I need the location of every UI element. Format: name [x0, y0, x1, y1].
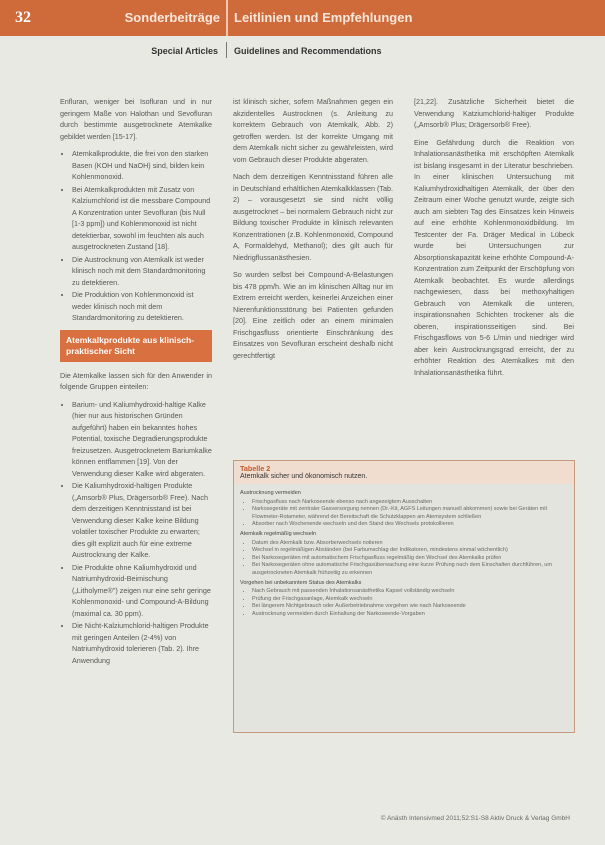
list-item: • Bei Narkosegeräten mit automatischem Frischgasfluss regelmäßig den Wechsel des Atemkalks prüfen: [252, 555, 568, 563]
list-item: • Absorber nach Wochenende wechseln und den Stand des Wechsels protokollieren: [252, 521, 568, 529]
bullet-list: [240, 540, 568, 578]
paragraph: Die Atemkalke lassen sich für den Anwender in folgende Gruppen einteilen:: [60, 370, 212, 391]
section-title-left: Sonderbeiträge: [124, 10, 220, 25]
table-header: [234, 461, 574, 484]
header-divider: [226, 0, 228, 36]
list-item: • Barium- und Kaliumhydroxid-haltige Kalke (hier nur aus historischen Gründen aufgeführt) haben ein bekanntes hohes Potential, toxische Degradierungsprodukte freizusetzen. Ausgetrocknetem Bariumkalke können entflammen [19]. Von der Verwendung dieser Kalke wird abgeraten.: [72, 399, 212, 480]
list-item: • Narkosegeräte mit zentraler Gasversorgung nennen (Dr.-Kit, AGFS Leitungen manuell abkommen) sowie bei Geräten mit Flowmeter-Rotameter, während der Bereitschaft die Schutzklappen am Atemsystem schließen: [252, 506, 568, 521]
subheader-right: Guidelines and Recommendations: [234, 46, 382, 56]
paragraph: Eine Gefährdung durch die Reaktion von Inhalationsanästhetika mit erschöpften Atemkalk ist bislang insgesamt in der Literatur beschrieben. In einer klinischen Untersuchung mit Kaliumhydroxidhaltigen Atemkalk, der über den Zeitraum einer Woche genutzt wurde, zeigte sich auch am siebten Tag des Einsatzes kein Hinweis auf eine erhöhte Kohlenmonoxidbildung. Im Testcenter der Fa. Dräger Medical in Lübeck wurde bei Untersuchungen zur Absorptionskapazität keine erhöhte Compound-A-Konzentration zum Zeitpunkt der Erschöpfung von Atemkalk beobachtet. Es wurde allerdings nachgewiesen, dass bei methoxyhaltigen Gebrauch von Atemkalk die unteren, inspirationsnahen Schichten trockener als die oberen, inspirationsseitigen sind. Bei Frischgasflows von 5-6 L/min und niedriger wird aber kein Austrocknungsgrad erreicht, der zu erhöhter Reaktion des Atemkalkes mit den Inhalationsanästhetika führt.: [414, 137, 574, 377]
list-item: • Bei längerem Nichtgebrauch oder Außerbetriebnahme vorgehen wie nach Narkoseende: [252, 603, 568, 611]
list-item: • Bei Atemkalkprodukten mit Zusatz von Kalziumchlorid ist die messbare Compound A Konzentration unter Sevofluran (bis Null [1-3 ppm]) und Kohlenmonoxid ist nicht detektierbar, sowohl im feuchten als auch ausgetrockneten Zustand [18].: [72, 184, 212, 253]
list-item: • Frischgasfluss nach Narkoseende ebenso nach angezeigtem Ausschalten: [252, 499, 568, 507]
section-heading-box: Atemkalkprodukte aus klinisch-praktischer Sicht: [60, 330, 212, 362]
list-item: • Die Austrocknung von Atemkalk ist weder klinisch noch mit dem Standardmonitoring zu detektieren.: [72, 254, 212, 289]
list-item: • Die Produktion von Kohlenmonoxid ist weder klinisch noch mit dem Standardmonitoring zu detektieren.: [72, 289, 212, 324]
paragraph: So wurden selbst bei Compound-A-Belastungen bis 478 ppm/h. Wie an im klinischen Alltag nur im Extrem erreicht werden, keinerlei Anzeichen einer Nierenfunktionsstörung bei Patienten gefunden [20]. Eine zeitlich oder an einem minimalen Frischgasfluss orientierte Einschränkung des Einsatzes von Sevofluran erscheint deshalb nicht gerechtfertigt: [233, 270, 393, 360]
list-item: • Wechsel in regelmäßigen Abständen (bei Farbumschlag der Indikatoren, mindestens einmal wöchentlich): [252, 547, 568, 555]
paragraph: ist klinisch sicher, sofern Maßnahmen gegen ein akzidentelles Austrocknen (s. Anleitung zu korrektem Gebrauch von Atemkalk, Abb. 2) getroffen werden. Ist der korrekte Umgang mit dem Atemkalk nicht sicher zu gewährleisten, wird vom Gebrauch dieser Produkte abgeraten.: [233, 97, 393, 164]
table-group-heading: Vorgehen bei unbekanntem Status des Atemkalks: [240, 579, 362, 586]
list-item: • Nach Gebrauch mit passenden Inhalationsanästhetika Kapsel vollständig wechseln: [252, 588, 568, 596]
bullet-list: [240, 499, 568, 529]
list-item: • Die Nicht-Kalziumchlorid-haltigen Produkte mit geringen Anteilen (2-4%) von Natriumhydroxid tolerieren (Tab. 2). Ihre Anwendung: [72, 620, 212, 666]
footer-copyright: © Anästh Intensivmed 2011;52:S1-S8 Aktiv Druck & Verlag GmbH: [380, 815, 570, 822]
text-column-2: [233, 96, 393, 367]
list-item: • Prüfung der Frischgasanlage, Atemkalk wechseln: [252, 596, 568, 604]
text-column-1: [60, 96, 212, 672]
bullet-list: [240, 588, 568, 618]
table-title: Tabelle 2: [240, 464, 271, 473]
table-body: [234, 484, 574, 625]
bullet-list: [60, 399, 212, 667]
page-number: 32: [15, 9, 31, 26]
paragraph: [21,22]. Zusätzliche Sicherheit bietet die Verwendung Katziumchlorid-haltiger Produkte („Amsorb® Plus; Drägersorb® Free).: [414, 97, 574, 129]
paragraph: Nach dem derzeitigen Kenntnisstand führen alle in Deutschland erhältlichen Atemkalkklassen (Tab. 2) – vorausgesetzt sie sind nicht völlig ausgetrocknet – bei normalem Gebrauch nicht zur Bildung toxischer Produkte in klinisch relevanten Konzentrationen (z.B. Kohlenmonoxid, Compound A, Formaldehyd, Methanol); dies gilt auch für Niedrigflussanästhesien.: [233, 172, 393, 262]
list-item: • Die Produkte ohne Kaliumhydroxid und Natriumhydroxid-Beimischung („Litholyme®") zeigen nur eine sehr geringe Kohlenmonoxid- und Compound-A-Bildung (maximal ca. 30 ppm).: [72, 562, 212, 620]
text-column-3: [414, 96, 574, 384]
list-item: • Datum des Atemkalk bzw. Absorberwechsels notieren: [252, 540, 568, 548]
subheader-divider: [226, 42, 227, 58]
table-group-heading: Atemkalk regelmäßig wechseln: [240, 530, 317, 537]
table-subtitle: Atemkalk sicher und ökonomisch nutzen.: [240, 473, 368, 480]
table-2-box: [233, 460, 575, 733]
list-item: • Die Kaliumhydroxid-haltigen Produkte („Amsorb® Plus, Drägersorb® Free). Nach dem derzeitigen Kenntnisstand ist bei Verwendung dieser Kalke keine Bildung volatiler toxischer Produkte zu erwarten; dies gilt explizit auch für eine extreme Austrocknung der Kalke.: [72, 480, 212, 561]
list-item: • Bei Narkosegeräten ohne automatische Frischgasüberwachung eine kurze Prüfung nach dem Einschalten durchführen, um ausgetrockneten Atemkalk frühzeitig zu erkennen: [252, 562, 568, 577]
section-title-right: Leitlinien und Empfehlungen: [234, 10, 413, 25]
bullet-list: [60, 148, 212, 324]
subheader-left: Special Articles: [151, 46, 218, 56]
list-item: • Austrocknung vermeiden durch Einhaltung der Narkoseende-Vorgaben: [252, 611, 568, 619]
header-bar: [0, 0, 605, 36]
paragraph: Enfluran, weniger bei Isofluran und in nur geringem Maße von Halothan und Sevofluran durch bestimmte ausgetrocknete Atemkalke gebildet werden [15-17].: [60, 97, 212, 141]
table-group-heading: Austrocknung vermeiden: [240, 490, 301, 496]
list-item: • Atemkalkprodukte, die frei von den starken Basen (KOH und NaOH) sind, bilden kein Kohlenmonoxid.: [72, 148, 212, 183]
